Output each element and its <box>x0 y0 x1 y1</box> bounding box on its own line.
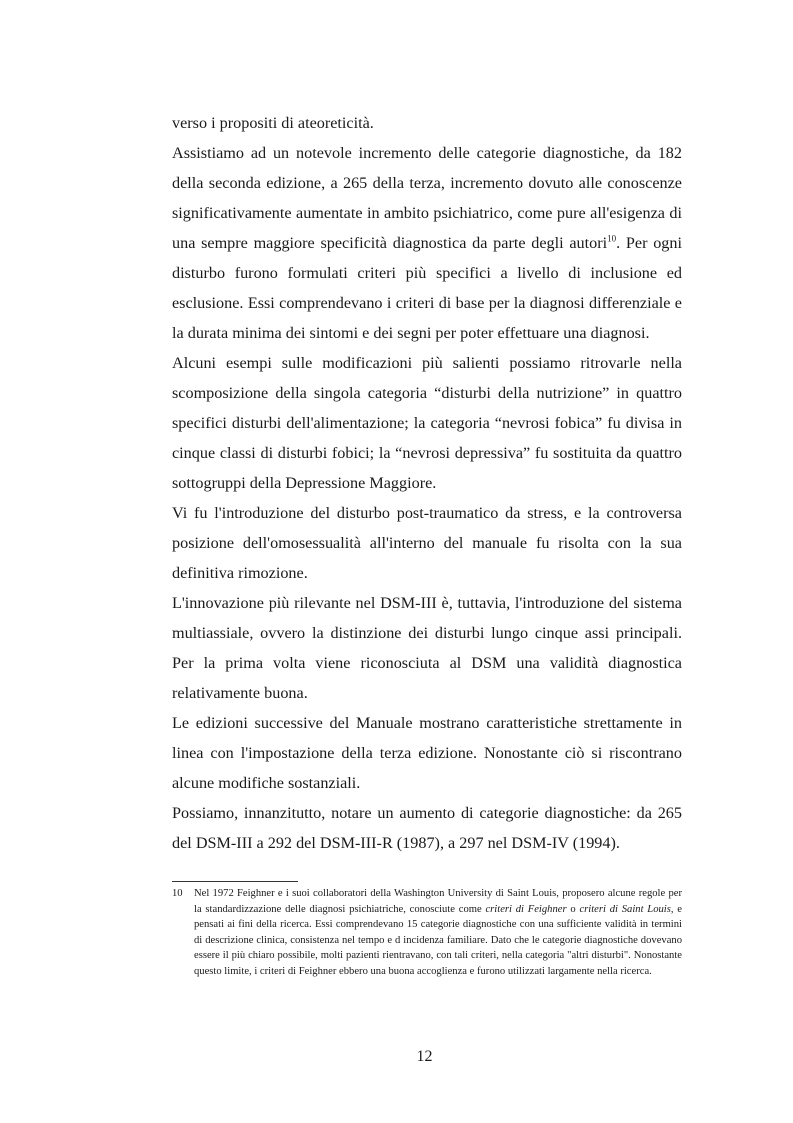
paragraph-2-tail: . Per ogni disturbo furono formulati criteri più specifici a livello di inclusione ed esclusione. Essi comprendevano i criteri di base per la diagnosi differenziale e la durata minima dei sintomi e dei segni per poter effettuare una diagnosi. <box>172 234 682 342</box>
paragraph-5: L'innovazione più rilevante nel DSM-III è, tuttavia, l'introduzione del sistema multiassiale, ovvero la distinzione dei disturbi lungo cinque assi principali. Per la prima volta viene riconosciuta al DSM una validità diagnostica relativamente buona. <box>172 594 682 702</box>
paragraph-6: Le edizioni successive del Manuale mostrano caratteristiche strettamente in linea con l'impostazione della terza edizione. Nonostante ciò si riscontrano alcune modifiche sostanziali. <box>172 714 682 792</box>
footnotes <box>172 881 682 979</box>
paragraph-3: Alcuni esempi sulle modificazioni più salienti possiamo ritrovarle nella scomposizione della singola categoria “disturbi della nutrizione” in quattro specifici disturbi dell'alimentazione; la categoria “nevrosi fobica” fu divisa in cinque classi di disturbi fobici; la “nevrosi depressiva” fu sostituita da quattro sottogruppi della Depressione Maggiore. <box>172 354 682 492</box>
footnote-reference[interactable]: 10 <box>607 233 617 244</box>
footnote-text-part-3: , e pensati ai fini della ricerca. Essi comprendevano 15 categorie diagnostiche con una sufficiente validità in termini di descrizione clinica, consistenza nel tempo e d incidenza familiare. Dato che le categorie diagnostiche dovevano essere il più chiaro possibile, molti pazienti rientravano, con tali criteri, nella categoria "altri disturbi". Nonostante questo limite, i criteri di Feighner ebbero una buona accoglienza e furono utilizzati largamente nella ricerca. <box>194 903 682 977</box>
paragraph-2-text: Assistiamo ad un notevole incremento delle categorie diagnostiche, da 182 della seconda edizione, a 265 della terza, incremento dovuto alle conoscenze significativamente aumentate in ambito psichiatrico, come pure all'esigenza di una sempre maggiore specificità diagnostica da parte degli autori <box>172 144 682 252</box>
page-number: 12 <box>416 1048 433 1065</box>
footnote-number: 10 <box>172 888 183 899</box>
footnote-text-part-2: o <box>566 903 580 915</box>
footnote-italic-feighner: criteri di Feighner <box>485 903 567 915</box>
paragraph-7: Possiamo, innanzitutto, notare un aumento di categorie diagnostiche: da 265 del DSM-III a 292 del DSM-III-R (1987), a 297 nel DSM-IV (1994). <box>172 804 682 852</box>
footnote-text <box>194 886 682 979</box>
footnote-10 <box>172 886 682 979</box>
footnote-italic-saint-louis: criteri di Saint Louis <box>579 903 671 915</box>
paragraph-2 <box>172 138 682 348</box>
footnote-divider <box>172 881 298 882</box>
paragraph-1: verso i propositi di ateoreticità. <box>172 114 374 132</box>
body-text <box>172 108 682 858</box>
footnote-text-part-1: Nel 1972 Feighner e i suoi collaboratori della Washington University di Saint Louis, proposero alcune regole per la standardizzazione delle diagnosi psichiatriche, conosciute come <box>194 888 682 915</box>
paragraph-4: Vi fu l'introduzione del disturbo post-traumatico da stress, e la controversa posizione dell'omosessualità all'interno del manuale fu risolta con la sua definitiva rimozione. <box>172 504 682 582</box>
